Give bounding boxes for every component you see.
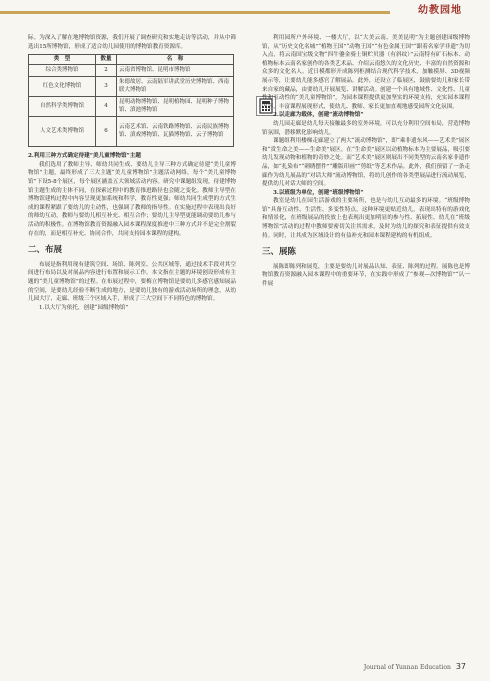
paragraph: 利用园所户外环境、一楼大厅，以“大美云南、美美昆明”为主题创建园级博物馆，从“历史文化名城”“植物王国”“动物王国”“有色金属王国”“跟着名家学非遗”为切入点，将云南国宝级文物“四牛鎏金骑士铜贮贝器（有斜纹）”云南特有矿石标本、动植物标本云南名家创作的各类艺术品、介绍云南悠久的文化历史、丰富的自然资源和众多的文化名人。近日模都形开成陈列柜测结合现代科学技术，加触摸屏、3D视频展示等，让要幼儿能多感官了解展品。此外，还设立了临展区，鼓励要幼儿和家长带来自家的藏品，由要幼儿开展展览、讲解活动。创建一个具有地域性、文化性、儿童性和互动性的“美儿童博物馆”，为园本课程提供更加坚实的环境支持，充实园本课程内容，丰富课程展现形式，使幼儿、教师、家长更加直观地感受园所文化氛围。 [262, 35, 470, 110]
table-header-row [29, 55, 234, 65]
subheading: 2.以走廊为载体，创建“流动博物馆” [273, 112, 364, 119]
page-number: 37 [455, 662, 466, 671]
table-row [29, 97, 234, 117]
table-row [29, 77, 234, 97]
table-cell: 昆明动物博物馆、昆明植物园、昆明种子博物馆、滇池博物馆 [117, 97, 234, 117]
museum-table [28, 54, 234, 147]
page-footer [364, 662, 466, 671]
section-title: 幼教园地 [418, 5, 462, 16]
header-stripe [0, 11, 390, 14]
paragraph: 教室是幼儿在园生活游戏的主要场所，也是与幼儿互动最多的环境。“班级博物馆”具备互动性、生活性、多变性特点，这种环境更贴近幼儿，表现出特有的游戏化和情景化，在班级展品的投放上也表现出更加明显的参与性、拓展性。幼儿在“班级博物馆”活动的过程中教师要密切关注其需求，及时为幼儿的探究和表征提供有效支持。同时，让其成为区域设计的有益补充和园本课程建构的有机组成。 [262, 198, 470, 239]
table-cell: 3 [96, 77, 117, 97]
table-cell: 4 [96, 97, 117, 117]
section-heading: 二、布展 [28, 245, 63, 256]
table-cell: 2 [96, 65, 117, 77]
table-header: 名 称 [117, 55, 234, 65]
right-column [262, 34, 470, 289]
table-cell: 人文艺术类博物馆 [29, 117, 96, 147]
paragraph: 布展是指利用现有建筑空间、场馆、陈列室、公共区域等，通过技术手段对其空间进行布局以及对展品内容进行布置和展示工作。本文指在主题的环境创设形成有主题的“美儿童博物馆”的过程。在布展过程中，要梅立博物馆是要幼儿多感官感知展品的空间，是要幼儿经验不断生成的地方，是要幼儿独有的游戏活动场所的理念，从幼儿园大厅、走廊、班级三个区域入手，形成了三大空间下不同特色的博物馆。 [28, 261, 236, 303]
left-column [28, 34, 236, 312]
paragraph: 幼儿园走廊是幼儿每天接触最多的室外环境，可以充分利用空间布局，营造博物馆氛围，潜移默化影响幼儿。 [262, 120, 470, 136]
subheading: 3.以班级为单位，创建“班级博物馆” [273, 189, 364, 196]
page-header [0, 0, 490, 16]
paragraph: 展陈即陈列和展览，主要是要幼儿对展品认知、表征、陈列的过程。展陈也是博物馆教育资源融入园本课程中的重要环节，在实践中形成了“参观—次博物馆”“认一件展 [262, 263, 470, 288]
table-cell: 综合类博物馆 [29, 65, 96, 77]
table-cell: 云南艺术馆、云南铁路博物馆、云南民族博物馆、滇戏博物馆、瓦猫博物馆、云子博物馆 [117, 117, 234, 147]
table-cell: 自然科学类博物馆 [29, 97, 96, 117]
table-row [29, 65, 234, 77]
paragraph: 课题组利用楼梯走廊建立了两大“流动博物馆”，即“乘非遗东风——艺术美”展区和“赏生命之美——生命美”展区。在“生命美”展区以动植物标本为主要展品，吸引要幼儿发现动物和植物的奇妙之处。而“艺术美”展区则展出不同类型的云南名家非遗作品，如“扎染布”“刺绣摆件”“雕版印画”“剪纸”等艺术作品。此外，我们预留了一条走廊作为幼儿展品的“对话大师”流动博物馆，将幼儿创作的各类型展品进行流动展览，提供幼儿对话大师的空间。 [262, 138, 470, 188]
subheading: 2.利用三种方式确定待建“美儿童博物馆”主题 [28, 153, 141, 160]
table-cell: 云南省博物馆、昆明市博物馆 [117, 65, 234, 77]
table-cell: 6 [96, 117, 117, 147]
table-row [29, 117, 234, 147]
section-heading: 三、展陈 [262, 247, 297, 258]
paragraph: 我们选用了教师主导、师幼共同生成、要幼儿主导三种方式确定待建“美儿童博物馆”主题，最终形成了三大主题“美儿童博物馆”主题活动网络，每个“美儿童博物馆”下设5-8个展区，每个展区涵盖五大领域活动内容。研究中课题组发现，待建博物馆主题生成的主体不同，在探索过程中的教育推进路径也会随之变化。教师主导型在博物馆建构过程中内容呈现更加系统和科学，教育性更强；师幼共同生成型的方式生成的课程紧跟了要幼儿的主动性，也强调了教师的指导性。在实施过程中表现出良好的师幼互动，教师与要幼儿相互补充、相互合作；要幼儿主导型更能调动要幼儿参与活动的积极性。在博物馆教育资源融入园本课程深度推进中三种方式并不是完全割裂存在的，而是相互补充、协同合作，共同支持园本课程的建构。 [28, 161, 236, 237]
table-header: 数量 [96, 55, 117, 65]
subheading: 1.以大厅为依托，创建“园级博物馆” [39, 304, 129, 311]
paragraph: 际。为深入了解在地博物馆资源，我们开展了调查研究和实地走访等活动，并从中筛选出15所博物馆，形成了适合幼儿园使用的博物馆教育资源库。 [28, 35, 236, 50]
table-cell: 红色文化博物馆 [29, 77, 96, 97]
table-cell: 朱德故居、云南陆军讲武堂历史博物馆、西南联大博物馆 [117, 77, 234, 97]
journal-name: Journal of Yunnan Education [363, 664, 451, 671]
table-header: 类 型 [29, 55, 96, 65]
